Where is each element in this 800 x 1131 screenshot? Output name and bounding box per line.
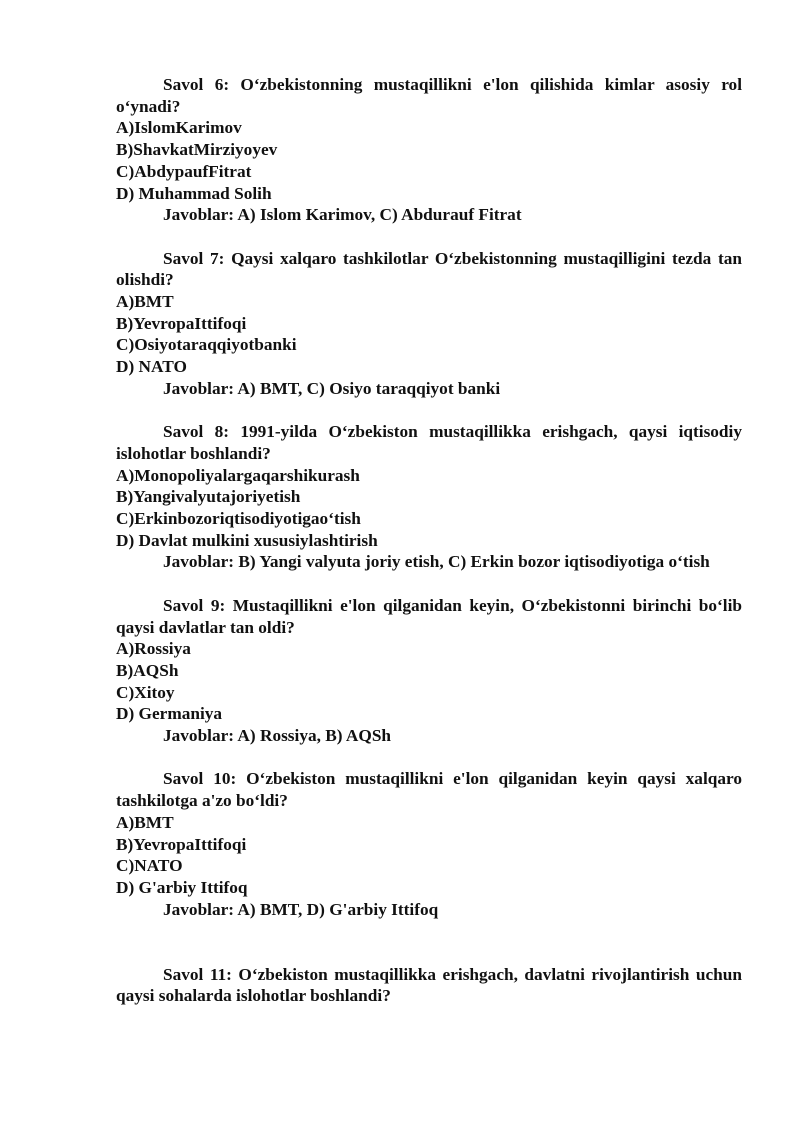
question-8 <box>116 421 742 573</box>
option-c: C)NATO <box>116 856 183 876</box>
question-text: Savol 8: 1991-yilda O‘zbekiston mustaqillikka erishgach, qaysi iqtisodiy islohotlar boshlandi? <box>116 422 742 463</box>
option-b: B)ShavkatMirziyoyev <box>116 140 278 160</box>
spacer <box>116 747 742 769</box>
option-d: D) Muhammad Solih <box>116 183 272 203</box>
option-d: D) NATO <box>116 357 187 377</box>
spacer <box>116 400 742 422</box>
option-c: C)Osiyotaraqqiyotbanki <box>116 335 297 355</box>
document-page <box>116 74 742 1007</box>
option-a: A)BMT <box>116 812 174 832</box>
option-c: C)Xitoy <box>116 682 175 702</box>
question-11 <box>116 964 742 1007</box>
question-text: Savol 6: O‘zbekistonning mustaqillikni e'lon qilishida kimlar asosiy rol o‘ynadi? <box>116 75 742 116</box>
question-text: Savol 9: Mustaqillikni e'lon qilganidan keyin, O‘zbekistonni birinchi bo‘lib qaysi davlatlar tan oldi? <box>116 595 742 637</box>
answer-line: Javoblar: A) BMT, D) G'arbiy Ittifoq <box>163 899 439 919</box>
option-b: B)YevropaIttifoqi <box>116 313 247 333</box>
question-text: Savol 7: Qaysi xalqaro tashkilotlar O‘zbekistonning mustaqilligini tezda tan olishdi? <box>116 248 742 290</box>
option-d: D) G'arbiy Ittifoq <box>116 877 248 897</box>
option-b: B)AQSh <box>116 660 179 680</box>
question-10 <box>116 768 742 920</box>
question-7 <box>116 248 742 400</box>
option-a: A)Monopoliyalargaqarshikurash <box>116 465 360 485</box>
option-c: C)AbdураufFitrat <box>116 161 252 181</box>
question-text: Savol 10: O‘zbekiston mustaqillikni e'lon qilganidan keyin qaysi xalqaro tashkilotga a'zo bo‘ldi? <box>116 769 742 811</box>
option-b: B)Yangivalyutajoriyetish <box>116 487 301 507</box>
question-9 <box>116 595 742 747</box>
question-6 <box>116 74 742 226</box>
option-b: B)YevropaIttifoqi <box>116 834 247 854</box>
option-a: A)BMT <box>116 292 174 312</box>
option-a: A)Rossiya <box>116 639 191 659</box>
answer-line: Javoblar: A) Islom Karimov, C) Abdurauf Fitrat <box>163 205 522 225</box>
spacer <box>116 920 742 963</box>
option-d: D) Germaniya <box>116 704 223 724</box>
option-c: C)Erkinbozoriqtisodiyotigao‘tish <box>116 509 361 529</box>
spacer <box>116 573 742 595</box>
answer-line: Javoblar: A) BMT, C) Osiyo taraqqiyot banki <box>163 378 501 398</box>
question-text: Savol 11: O‘zbekiston mustaqillikka erishgach, davlatni rivojlantirish uchun qaysi sohalarda islohotlar boshlandi? <box>116 964 742 1006</box>
option-a: A)IslomKarimov <box>116 118 242 138</box>
answer-line: Javoblar: A) Rossiya, B) AQSh <box>163 726 392 746</box>
option-d: D) Davlat mulkini xususiylashtirish <box>116 530 378 550</box>
spacer <box>116 226 742 248</box>
answer-line: Javoblar: B) Yangi valyuta joriy etish, C) Erkin bozor iqtisodiyotiga o‘tish <box>163 552 710 572</box>
